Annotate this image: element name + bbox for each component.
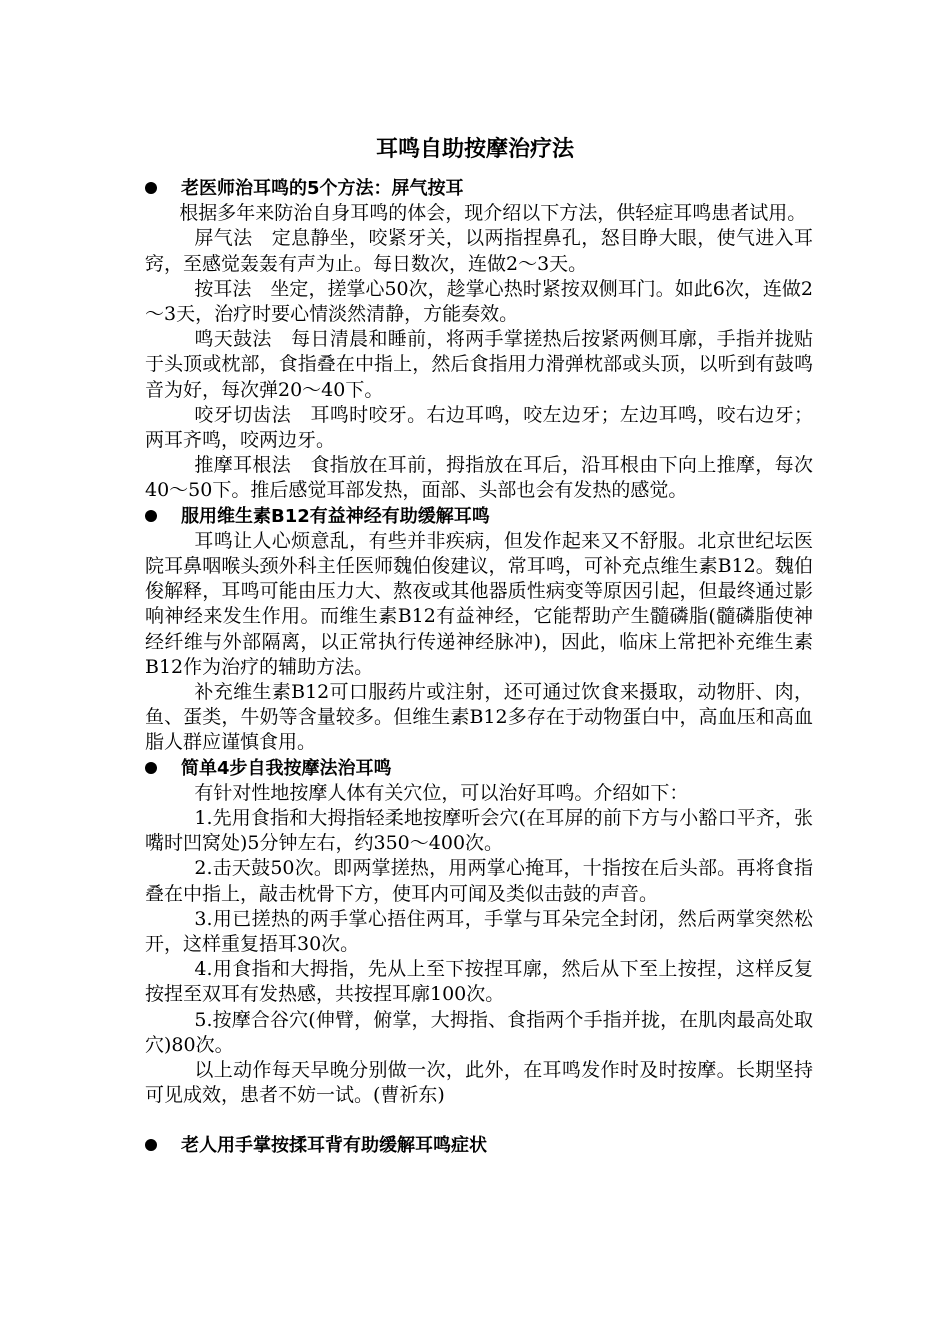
paragraph: 推摩耳根法 食指放在耳前，拇指放在耳后，沿耳根由下向上推摩，每次40～50下。推后感觉耳部发热，面部、头部也会有发热的感觉。 — [145, 454, 813, 502]
paragraph: 补充维生素B12可口服药片或注射，还可通过饮食来摄取，动物肝、肉，鱼、蛋类，牛奶等含量较多。但维生素B12多存在于动物蛋白中，高血压和高血脂人群应谨慎食用。 — [145, 681, 813, 754]
bullet-icon — [145, 510, 157, 522]
section-heading — [145, 176, 813, 201]
paragraph: 耳鸣让人心烦意乱，有些并非疾病，但发作起来又不舒服。北京世纪坛医院耳鼻咽喉头颈外科主任医师魏伯俊建议，常耳鸣，可补充点维生素B12。魏伯俊解释，耳鸣可能由压力大、熬夜或其他器质性病变等原因引起，但最终通过影响神经来发生作用。而维生素B12有益神经，它能帮助产生髓磷脂(髓磷脂使神经纤维与外部隔离，以正常执行传递神经脉冲)，因此，临床上常把补充维生素B12作为治疗的辅助方法。 — [145, 529, 813, 678]
paragraph: 4.用食指和大拇指，先从上至下按捏耳廓，然后从下至上按捏，这样反复按捏至双耳有发热感，共按捏耳廓100次。 — [145, 958, 813, 1006]
paragraph: 屏气法 定息静坐，咬紧牙关，以两指捏鼻孔，怒目睁大眼，使气进入耳窍，至感觉轰轰有声为止。每日数次，连做2～3天。 — [145, 227, 813, 275]
document-body — [145, 176, 813, 1159]
paragraph: 根据多年来防治自身耳鸣的体会，现介绍以下方法，供轻症耳鸣患者试用。 — [179, 202, 807, 225]
section-heading-text: 老医师治耳鸣的5个方法：屏气按耳 — [181, 178, 464, 199]
paragraph: 按耳法 坐定，搓掌心50次，趁掌心热时紧按双侧耳门。如此6次，连做2～3天，治疗时要心情淡然清静，方能奏效。 — [145, 277, 813, 325]
paragraph: 鸣天鼓法 每日清晨和睡前，将两手掌搓热后按紧两侧耳廓，手指并拢贴于头顶或枕部，食指叠在中指上，然后食指用力滑弹枕部或头顶，以听到有鼓鸣音为好，每次弹20～40下。 — [145, 328, 813, 401]
section-heading-text: 服用维生素B12有益神经有助缓解耳鸣 — [181, 505, 490, 527]
paragraph: 有针对性地按摩人体有关穴位，可以治好耳鸣。介绍如下： — [194, 781, 689, 804]
bullet-icon — [145, 762, 157, 774]
section-heading-text: 简单4步自我按摩法治耳鸣 — [181, 757, 392, 779]
paragraph: 1.先用食指和大拇指轻柔地按摩听会穴(在耳屏的前下方与小豁口平齐，张嘴时凹窝处)5分钟左右，约350～400次。 — [145, 807, 813, 855]
paragraph: 3.用已搓热的两手掌心捂住两耳，手掌与耳朵完全封闭，然后两掌突然松开，这样重复捂耳30次。 — [145, 907, 813, 956]
paragraph: 5.按摩合谷穴(伸臂，俯掌，大拇指、食指两个手指并拢，在肌肉最高处取穴)80次。 — [145, 1008, 813, 1056]
section-heading — [145, 504, 813, 529]
paragraph: 2.击天鼓50次。即两掌搓热，用两掌心掩耳，十指按在后头部。再将食指叠在中指上，敲击枕骨下方，使耳内可闻及类似击鼓的声音。 — [145, 857, 813, 905]
bullet-icon — [145, 182, 157, 194]
section-heading-text: 老人用手掌按揉耳背有助缓解耳鸣症状 — [181, 1135, 487, 1157]
paragraph: 咬牙切齿法 耳鸣时咬牙。右边耳鸣，咬左边牙；左边耳鸣，咬右边牙；两耳齐鸣，咬两边牙。 — [145, 403, 813, 452]
document-title: 耳鸣自助按摩治疗法 — [375, 137, 574, 162]
blank-line — [145, 1108, 813, 1133]
section-heading — [145, 756, 813, 781]
paragraph: 以上动作每天早晚分别做一次，此外，在耳鸣发作时及时按摩。长期坚持可见成效，患者不妨一试。(曹祈东) — [145, 1059, 813, 1107]
section-heading — [145, 1133, 813, 1158]
bullet-icon — [145, 1139, 157, 1151]
